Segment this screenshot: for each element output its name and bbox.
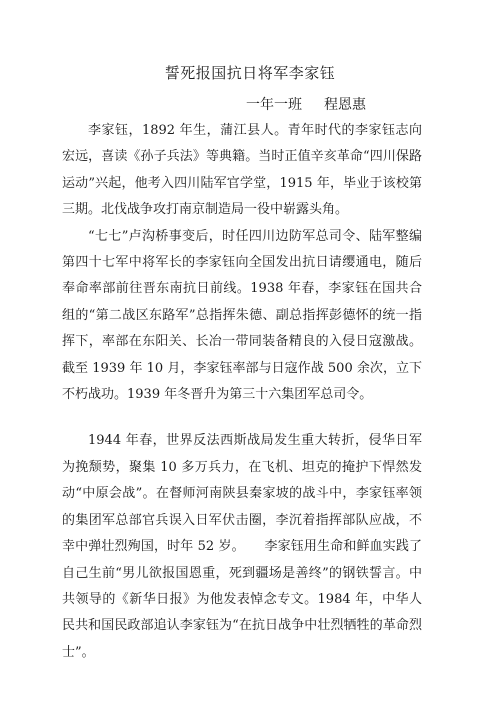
paragraph-1: 李家钰，1892 年生，蒲江县人。青年时代的李家钰志向宏远，喜读《孙子兵法》等典籍。当时正值辛亥革命“四川保路运动”兴起，他考入四川陆军官学堂，1915 年，毕业于该校第三期。北伐战争攻打南京制造局一役中崭露头角。 xyxy=(62,123,422,218)
document-body xyxy=(62,118,422,666)
byline xyxy=(246,94,366,114)
paragraph-2: “七七”卢沟桥事变后，时任四川边防军总司令、陆军整编第四十七军中将军长的李家钰向全国发出抗日请缨通电，随后奉命率部前往晋东南抗日前线。1938 年春，李家钰在国共合组的“第二战区东路军”总指挥朱德、副总指挥彭德怀的统一指挥下，率部在东阳关、长冶一带同装备精良的入侵日寇激战。截至 1939 年 10 月，李家钰率部与日寇作战 500 余次，立下不朽战功。1939 年冬晋升为第三十六集团军总司令。 xyxy=(62,228,422,403)
author-name: 程恩惠 xyxy=(324,97,366,113)
paragraph-3: 1944 年春，世界反法西斯战局发生重大转折，侵华日军为挽颓势，聚集 10 多万兵力，在飞机、坦克的掩护下悍然发动“中原会战”。在督师河南陕县秦家坡的战斗中，李家钰率领的集团军总部官兵误入日军伏击圈，李沉着指挥部队应战，不幸中弹壮烈殉国，时年 52 岁。 李家钰用生命和鲜血实践了自己生前“男儿欲报国恩重，死到疆场是善终”的钢铁誓言。中共领导的《新华日报》为他发表悼念专文。1984 年，中华人民共和国民政部追认李家钰为“在抗日战争中壮烈牺牲的革命烈士”。 xyxy=(62,433,422,660)
class-label: 一年一班 xyxy=(246,97,302,113)
document-title: 誓死报国抗日将军李家钰 xyxy=(164,64,336,82)
